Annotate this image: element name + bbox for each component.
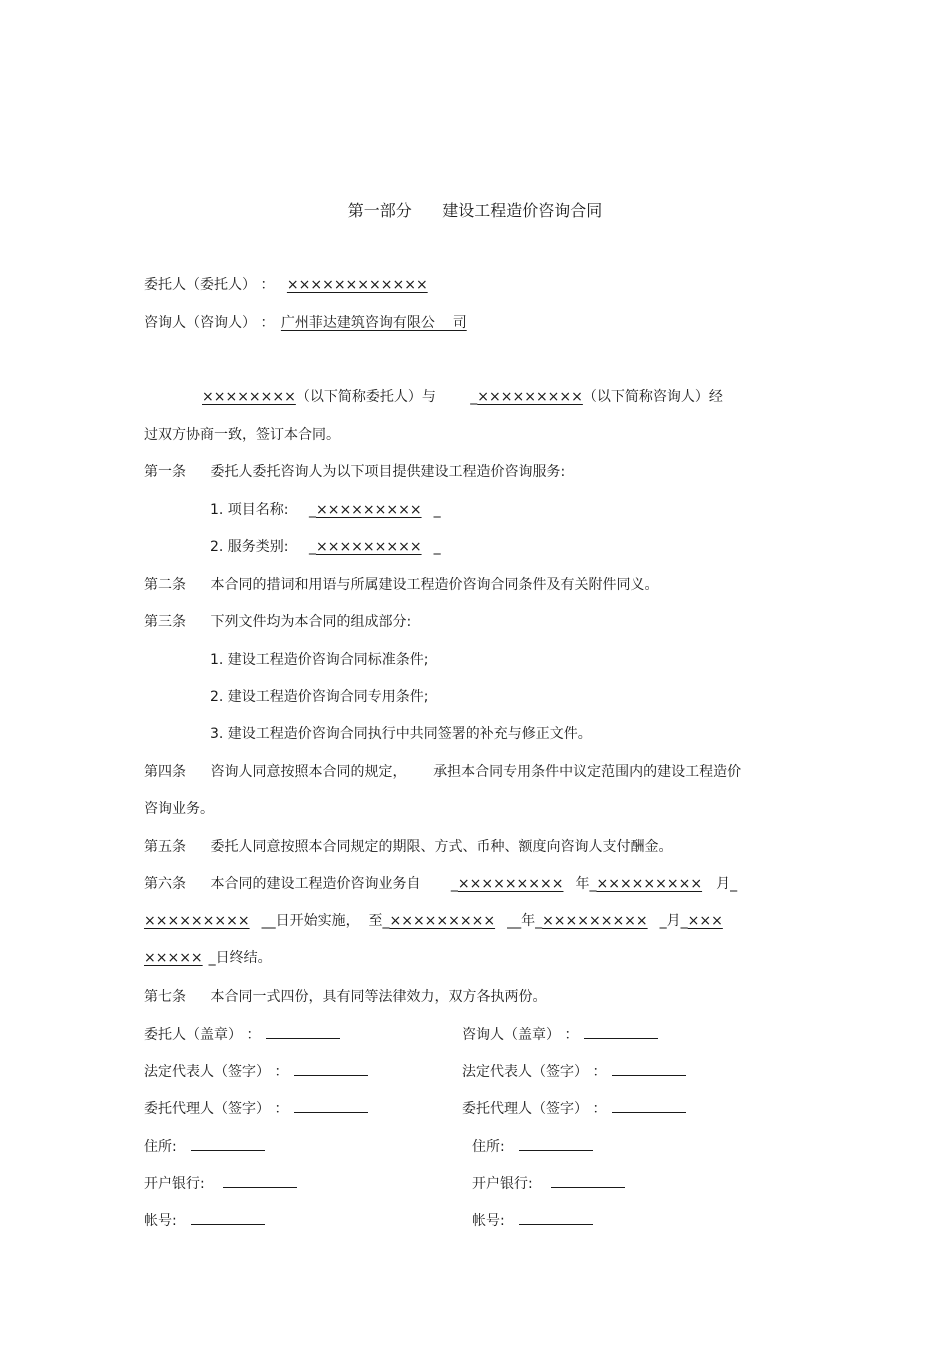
article-3-item: 2. 建设工程造价咨询合同专用条件; (210, 689, 429, 705)
intro-line-1: ××××××××（以下简称委托人）与 _×××××××××（以下简称咨询人）经 (202, 389, 723, 405)
article-2-label: 第二条 (144, 577, 186, 593)
sign-label: 帐号: (472, 1213, 505, 1229)
sign-right-bank (472, 1173, 625, 1194)
article-5 (144, 837, 672, 857)
signature-blank[interactable] (584, 1024, 658, 1039)
item-1-label: 1. 项目名称: (210, 502, 289, 518)
signature-blank[interactable] (612, 1061, 686, 1076)
item-2-label: 2. 服务类别: (210, 539, 289, 555)
signature-blank[interactable] (294, 1098, 368, 1113)
signature-blank[interactable] (519, 1210, 593, 1225)
article-2 (144, 575, 658, 595)
item-2-value: ××××××××× (315, 539, 422, 555)
sign-label: 咨询人（盖章） ： (462, 1027, 579, 1043)
sign-left-legal-rep (144, 1061, 368, 1082)
article-5-label: 第五条 (144, 839, 186, 855)
start-day-x: ××××××××× (144, 913, 250, 929)
article-4 (144, 762, 741, 782)
sign-label: 开户银行: (472, 1176, 533, 1192)
month-label: 月 (716, 876, 731, 892)
article-3-label: 第三条 (144, 614, 186, 630)
signature-blank[interactable] (266, 1024, 340, 1039)
article-3-item: 3. 建设工程造价咨询合同执行中共同签署的补充与修正文件。 (210, 726, 592, 742)
item-1-value: ××××××××× (315, 502, 422, 518)
client-value: ×××××××××××× (286, 277, 428, 293)
sign-label: 法定代表人（签字） ： (462, 1064, 607, 1080)
intro-consultant-x: ××××××××× (477, 389, 583, 405)
document-title: 第一部分 建设工程造价咨询合同 (347, 201, 603, 220)
article-3-text: 下列文件均为本合同的组成部分: (210, 614, 412, 630)
signature-blank[interactable] (223, 1173, 297, 1188)
article-6: 第六条 本合同的建设工程造价咨询业务自 _××××××××× 年_××××××××× 月_ (144, 876, 738, 892)
consultant-line (144, 313, 467, 333)
sign-right-account (472, 1210, 593, 1231)
client-line (144, 275, 444, 295)
article-7-label: 第七条 (144, 989, 186, 1005)
article-6-label: 第六条 (144, 876, 186, 892)
client-label: 委托人（委托人） ： (144, 277, 275, 293)
signature-blank[interactable] (551, 1173, 625, 1188)
year-label: 年 (575, 876, 590, 892)
article-7 (144, 987, 546, 1007)
signature-blank[interactable] (191, 1210, 265, 1225)
sign-left-bank (144, 1173, 297, 1194)
sign-label: 委托人（盖章） ： (144, 1027, 261, 1043)
article-7-text: 本合同一式四份，具有同等法律效力，双方各执两份。 (210, 989, 547, 1005)
article-1-text: 委托人委托咨询人为以下项目提供建设工程造价咨询服务: (210, 464, 566, 480)
article-6-line-2: ××××××××× __日开始实施， 至_××××××××× __年_××××××××× _月_××× (144, 913, 723, 929)
article-6-line-3: ××××× _日终结。 (144, 950, 272, 966)
sign-right-legal-rep (462, 1061, 686, 1082)
sign-label: 委托代理人（签字） ： (462, 1101, 607, 1117)
article-4-text: 咨询人同意按照本合同的规定， 承担本合同专用条件中议定范围内的建设工程造价 (210, 764, 742, 780)
sign-left-account (144, 1210, 265, 1231)
intro-client-ref: （以下简称委托人）与 (295, 389, 436, 405)
article-1-item-1: 1. 项目名称: _××××××××× _ (210, 502, 441, 518)
start-month-x: ××××××××× (596, 876, 703, 892)
sign-right-agent (462, 1098, 686, 1119)
article-5-text: 委托人同意按照本合同规定的期限、方式、币种、额度向咨询人支付酬金。 (210, 839, 673, 855)
start-year-x: ××××××××× (457, 876, 564, 892)
signature-blank[interactable] (519, 1136, 593, 1151)
sign-left-agent (144, 1098, 368, 1119)
article-1-item-2: 2. 服务类别: _××××××××× _ (210, 539, 441, 555)
article-1-label: 第一条 (144, 464, 186, 480)
end-month-x: ××××××××× (542, 913, 648, 929)
sign-right-seal (462, 1024, 658, 1045)
end-day-label: 日终结。 (215, 950, 272, 966)
consultant-value: 广州菲达建筑咨询有限公 司 (280, 315, 467, 331)
start-day-label: 日开始实施， 至 (275, 913, 383, 929)
intro-client-x: ×××××××× (202, 389, 296, 405)
sign-left-address (144, 1136, 265, 1157)
end-year-x: ××××××××× (389, 913, 496, 929)
year-label: 年 (521, 913, 536, 929)
article-3-item: 1. 建设工程造价咨询合同标准条件; (210, 652, 429, 668)
signature-blank[interactable] (294, 1061, 368, 1076)
sign-label: 开户银行: (144, 1176, 205, 1192)
article-3 (144, 612, 411, 632)
sign-label: 住所: (472, 1139, 505, 1155)
sign-left-seal (144, 1024, 340, 1045)
signature-blank[interactable] (191, 1136, 265, 1151)
sign-label: 法定代表人（签字） ： (144, 1064, 289, 1080)
signature-blank[interactable] (612, 1098, 686, 1113)
sign-label: 帐号: (144, 1213, 177, 1229)
sign-right-address (472, 1136, 593, 1157)
sign-label: 委托代理人（签字） ： (144, 1101, 289, 1117)
intro-consultant-ref: （以下简称咨询人）经 (582, 389, 723, 405)
intro-line-2: 过双方协商一致，签订本合同。 (144, 427, 340, 443)
article-4-label: 第四条 (144, 764, 186, 780)
sign-label: 住所: (144, 1139, 177, 1155)
end-day-x-part-2: ××××× (144, 950, 203, 966)
article-1 (144, 462, 565, 482)
article-2-text: 本合同的措词和用语与所属建设工程造价咨询合同条件及有关附件同义。 (210, 577, 659, 593)
month-label: 月 (666, 913, 681, 929)
article-6-text: 本合同的建设工程造价咨询业务自 (210, 876, 421, 892)
article-4-continued: 咨询业务。 (144, 801, 214, 817)
consultant-label: 咨询人（咨询人） ： (144, 315, 275, 331)
end-day-x-part-1: ××× (687, 913, 723, 929)
